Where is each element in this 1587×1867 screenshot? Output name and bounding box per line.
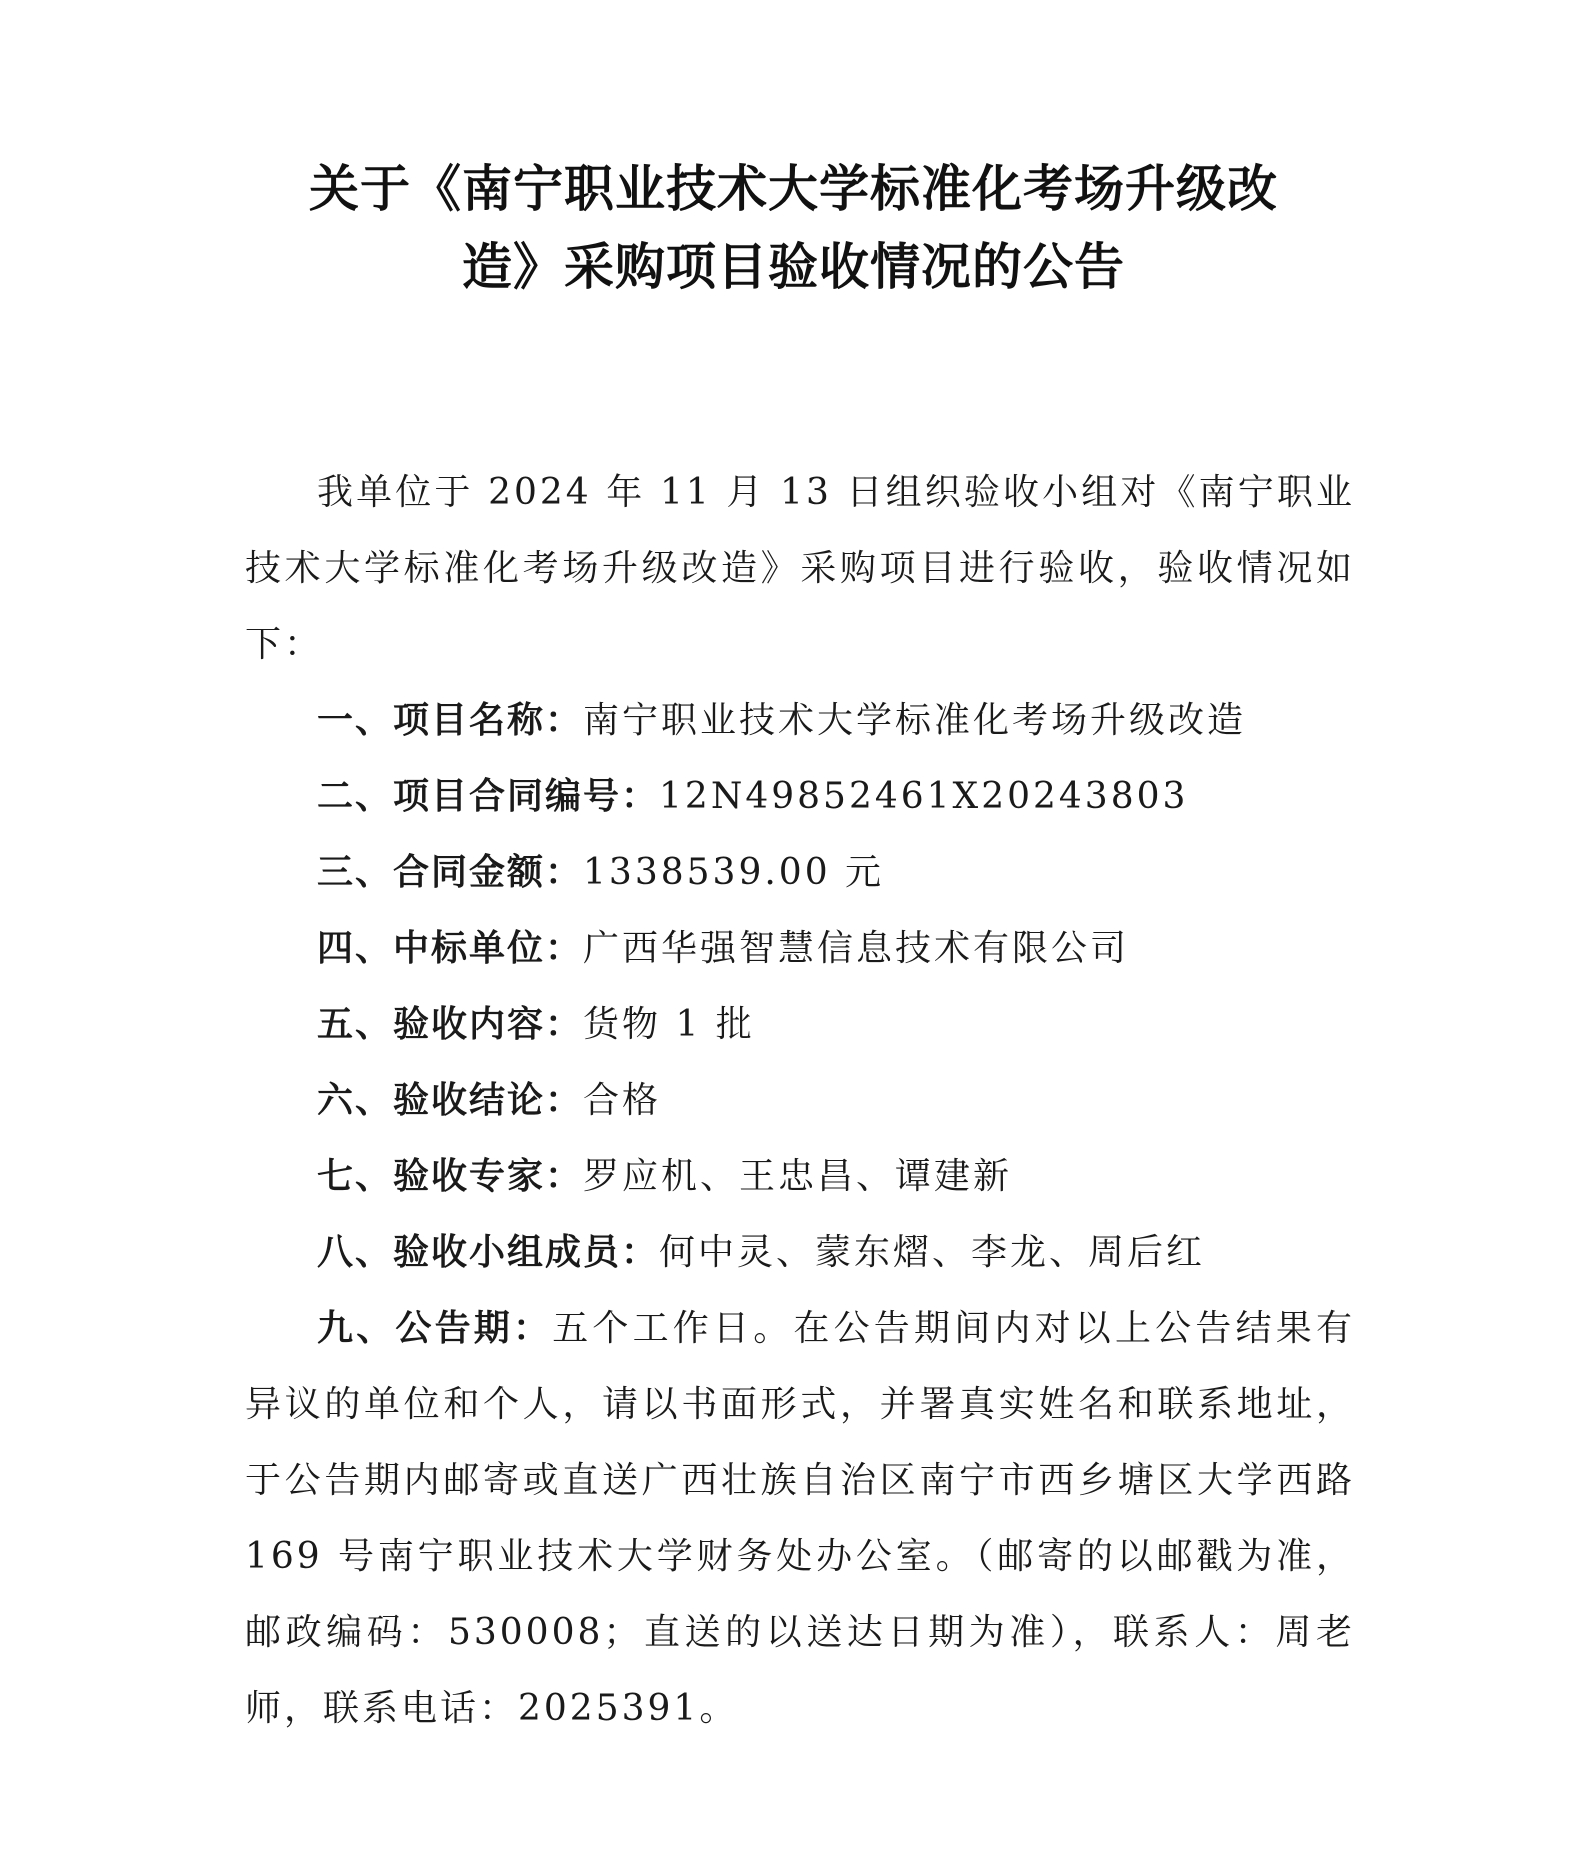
item-value: 南宁职业技术大学标准化考场升级改造 [583,700,1247,741]
item-project-name [245,683,1355,759]
title-line-1: 关于《南宁职业技术大学标准化考场升级改 [309,160,1278,218]
item-label: 三、合同金额： [317,852,584,893]
item-contract-number [245,759,1355,835]
item-label: 六、验收结论： [317,1080,584,1121]
item-value: 12N49852461X20243803 [659,776,1189,817]
item-label: 七、验收专家： [317,1156,584,1197]
intro-paragraph: 我单位于 2024 年 11 月 13 日组织验收小组对《南宁职业技术大学标准化考场升级改造》采购项目进行验收，验收情况如下： [245,472,1355,665]
item-value: 合格 [583,1080,662,1121]
item-value: 何中灵、蒙东熠、李龙、周后红 [659,1232,1206,1273]
document-body [245,455,1355,1747]
item-value: 货物 1 批 [583,1004,755,1045]
title-line-2: 造》采购项目验收情况的公告 [462,238,1125,296]
item-acceptance-conclusion [245,1063,1355,1139]
item-label: 一、项目名称： [317,700,584,741]
item-group-members [245,1215,1355,1291]
item-winning-bidder [245,911,1355,987]
item-announcement-period [245,1291,1355,1747]
item-label: 二、项目合同编号： [317,776,660,817]
item-label: 八、验收小组成员： [317,1232,660,1273]
item-contract-amount [245,835,1355,911]
item-acceptance-content [245,987,1355,1063]
document-title [180,150,1407,306]
item-value: 五个工作日。在公告期间内对以上公告结果有异议的单位和个人，请以书面形式，并署真实姓名和联系地址，于公告期内邮寄或直送广西壮族自治区南宁市西乡塘区大学西路 169 号南宁职业技术大学财务处办公室。（邮寄的以邮戳为准，邮政编码：530008；直送的以送达日期为准），联系人：周老师，联系电话：2025391。 [245,1308,1355,1729]
item-label: 四、中标单位： [317,928,584,969]
item-value: 罗应机、王忠昌、谭建新 [583,1156,1013,1197]
item-label: 九、公告期： [317,1308,553,1349]
item-acceptance-experts [245,1139,1355,1215]
item-value: 广西华强智慧信息技术有限公司 [583,928,1130,969]
item-value: 1338539.00 元 [583,852,885,893]
item-label: 五、验收内容： [317,1004,584,1045]
